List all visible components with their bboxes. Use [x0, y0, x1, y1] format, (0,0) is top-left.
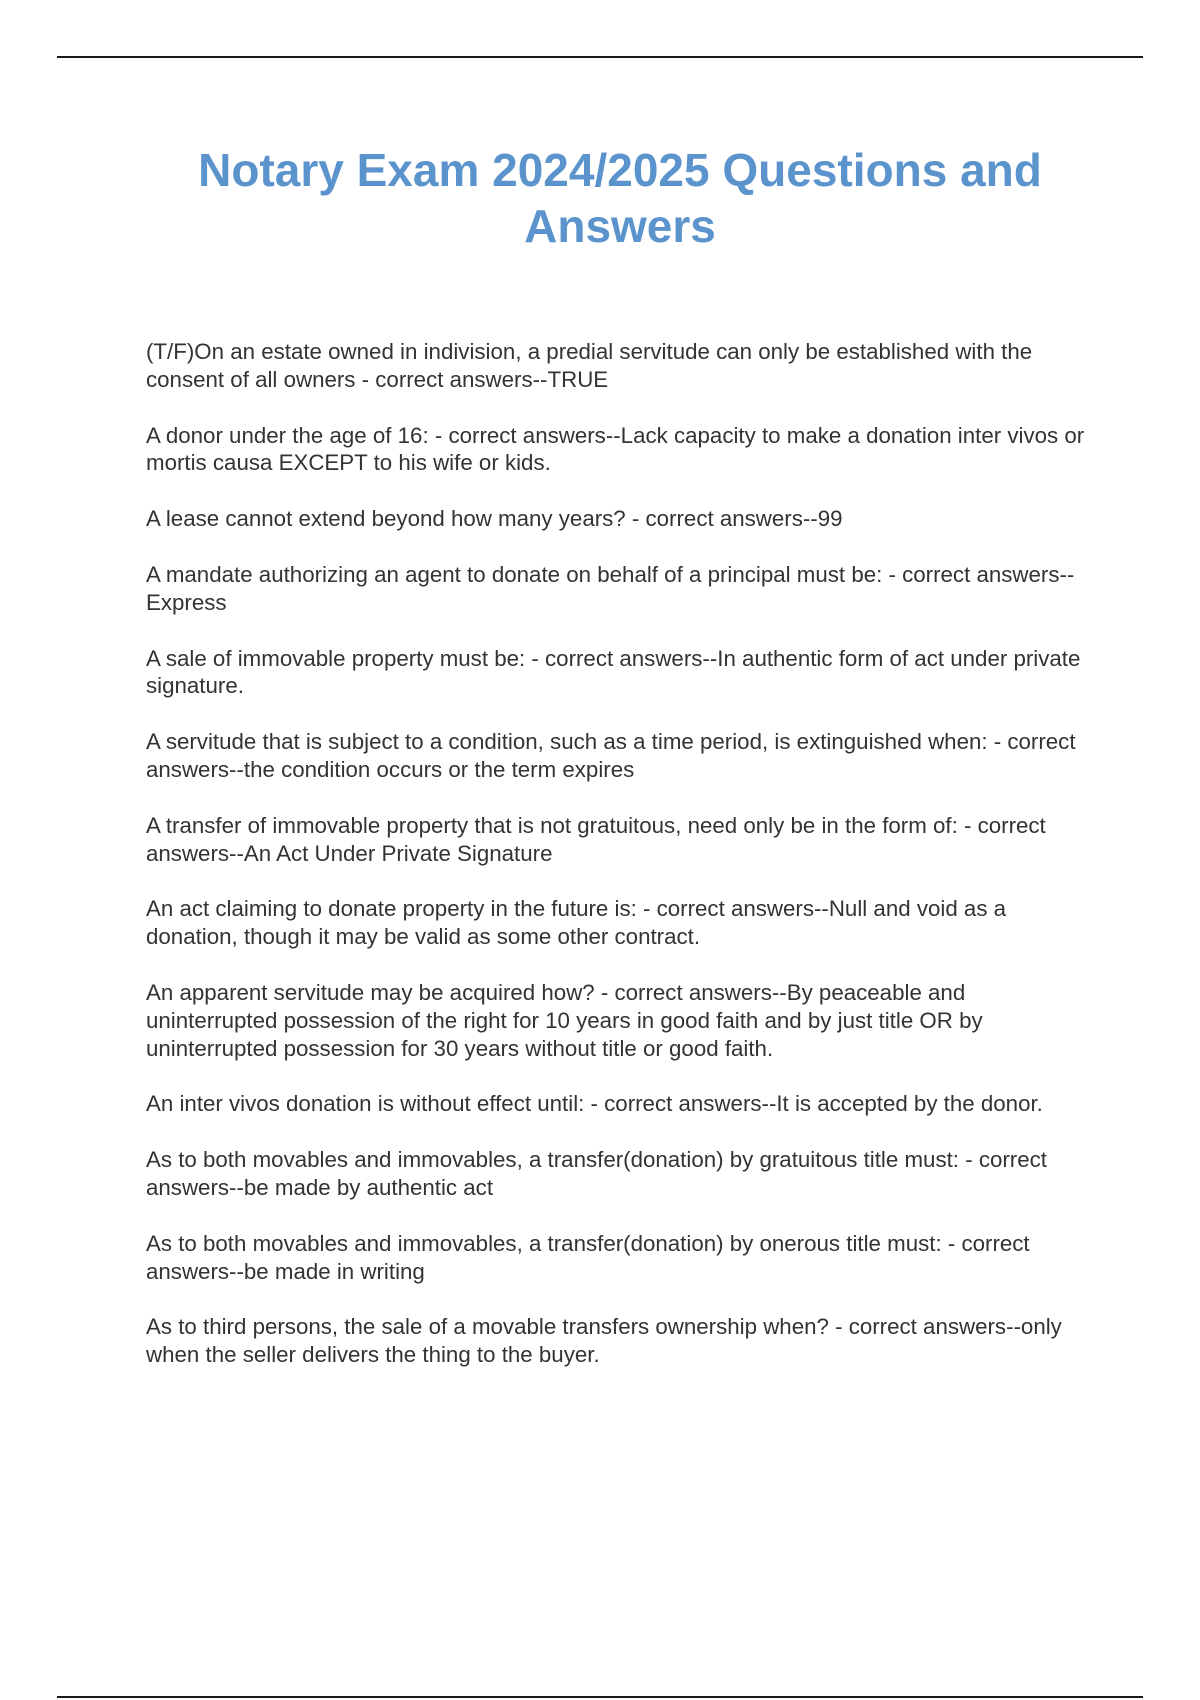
qa-item: A servitude that is subject to a condition, such as a time period, is extinguished when: - correct answers--the condition occurs or the term expires [146, 729, 1076, 782]
qa-item: An act claiming to donate property in the future is: - correct answers--Null and void as a donation, though it may be valid as some other contract. [146, 896, 1007, 950]
document-title: Notary Exam 2024/2025 Questions and Answers [198, 144, 1042, 252]
qa-item: An inter vivos donation is without effect until: - correct answers--It is accepted by the donor. [146, 1091, 1043, 1117]
qa-item: A mandate authorizing an agent to donate on behalf of a principal must be: - correct answers--Express [146, 561, 1075, 615]
qa-item: As to both movables and immovables, a transfer(donation) by onerous title must: - correct answers--be made in writing [146, 1230, 1030, 1284]
qa-item: A sale of immovable property must be: - correct answers--In authentic form of act under private signature. [146, 645, 1081, 699]
qa-item: As to third persons, the sale of a movable transfers ownership when? - correct answers--only when the seller delivers the thing to the buyer. [146, 1314, 1062, 1368]
qa-item: An apparent servitude may be acquired how? - correct answers--By peaceable and uninterrupted possession of the right for 10 years in good faith and by just title OR by uninterrupted possession for 30 years without title or good faith. [146, 979, 983, 1061]
bottom-rule [57, 1696, 1143, 1698]
qa-item: A lease cannot extend beyond how many years? - correct answers--99 [146, 506, 843, 532]
qa-item: A transfer of immovable property that is not gratuitous, need only be in the form of: - correct answers--An Act Under Private Signature [146, 812, 1046, 866]
qa-item: As to both movables and immovables, a transfer(donation) by gratuitous title must: - correct answers--be made by authentic act [146, 1147, 1047, 1200]
qa-list [146, 338, 1096, 1397]
top-rule [57, 56, 1143, 58]
qa-item: A donor under the age of 16: - correct answers--Lack capacity to make a donation inter vivos or mortis causa EXCEPT to his wife or kids. [146, 422, 1085, 476]
qa-item: (T/F)On an estate owned in indivision, a predial servitude can only be established with the consent of all owners - correct answers--TRUE [146, 339, 1033, 392]
